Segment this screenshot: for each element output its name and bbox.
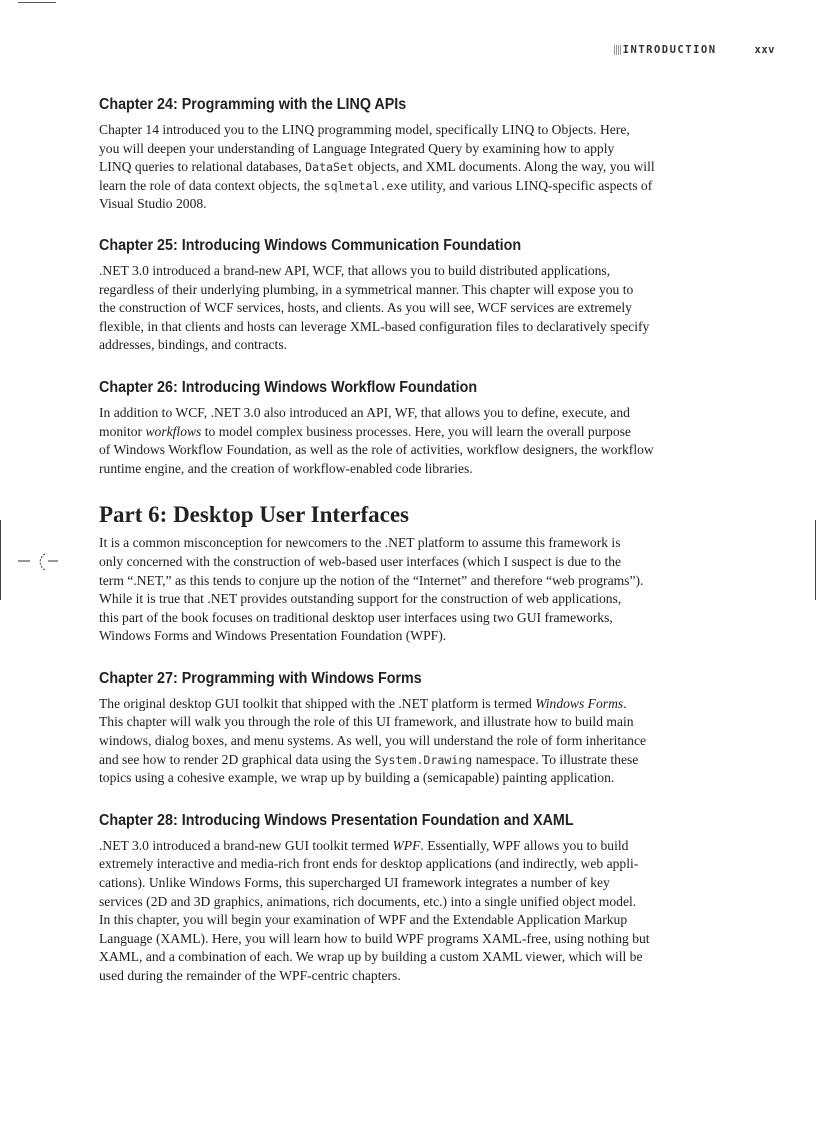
part-heading: Part 6: Desktop User Interfaces [99, 502, 409, 528]
crop-mark-left [0, 520, 1, 600]
section-paragraph: It is a common misconception for newcomers to the .NET platform to assume this framework is only concerned with the construction of web-based user interfaces (which I suspect is due to the term “.NET,” as this tends to conjure up the notion of the “Internet” and therefore “web programs”). While it is true that .NET provides outstanding support for the construction of web applications, this part of the book focuses on traditional desktop user interfaces using two GUI frameworks, Windows Forms and Windows Presentation Foundation (WPF). [99, 535, 644, 644]
section-heading: Chapter 28: Introducing Windows Presentation Foundation and XAML [99, 811, 574, 829]
inline-code: DataSet [305, 160, 354, 175]
section-heading: Chapter 25: Introducing Windows Communication Foundation [99, 236, 522, 254]
inline-code: sqlmetal.exe [323, 178, 408, 193]
page-number: xxv [754, 44, 775, 56]
section-heading: Chapter 26: Introducing Windows Workflow Foundation [99, 378, 478, 396]
section-chapter-25 [99, 237, 719, 355]
section-paragraph: .NET 3.0 introduced a brand-new API, WCF, that allows you to build distributed applications, regardless of their underlying plumbing, in a symmetrical manner. This chapter will expose you to the construction of WCF services, hosts, and clients. As you will see, WCF services are extremely flexible, in that clients and hosts can leverage XML-based configuration files to declaratively specify addresses, bindings, and contracts. [99, 262, 650, 353]
section-paragraph: In addition to WCF, .NET 3.0 also introduced an API, WF, that allows you to define, execute, and monitor workflows to model complex business processes. Here, you will learn the overall purpose of Windows Workflow Foundation, as well as the role of activities, workflow designers, the workflow runtime engine, and the creation of workflow-enabled code libraries. [99, 404, 654, 476]
registration-mark-icon [18, 548, 58, 578]
running-head-section: INTRODUCTION [622, 44, 717, 56]
running-head-bars-icon [614, 45, 621, 55]
section-chapter-26 [99, 379, 719, 478]
section-paragraph: The original desktop GUI toolkit that shipped with the .NET platform is termed Windows Forms. This chapter will walk you through the role of this UI framework, and illustrate how to build main windows, dialog boxes, and menu systems. As well, you will understand the role of form inheritance and see how to render 2D graphical data using the System.Drawing namespace. To illustrate these topics using a cohesive example, we wrap up by building a (semicapable) painting application. [99, 695, 647, 786]
page-content [99, 96, 719, 986]
section-chapter-24 [99, 96, 719, 214]
crop-mark-top [18, 2, 56, 3]
section-heading: Chapter 27: Programming with Windows Forms [99, 669, 422, 687]
inline-code: System.Drawing [374, 752, 473, 767]
section-paragraph: .NET 3.0 introduced a brand-new GUI toolkit termed WPF. Essentially, WPF allows you to build extremely interactive and media-rich front ends for desktop applications (and indirectly, web appli- cations). Unlike Windows Forms, this supercharged UI framework integrates a number of key services (2D and 3D graphics, animations, rich documents, etc.) into a single unified object model. In this chapter, you will begin your examination of WPF and the Extendable Application Markup Language (XAML). Here, you will learn how to build WPF programs XAML-free, using nothing but XAML, and a combination of each. We wrap up by building a custom XAML viewer, which will be used during the remainder of the WPF-centric chapters. [99, 837, 650, 983]
section-paragraph: Chapter 14 introduced you to the LINQ programming model, specifically LINQ to Objects. Here, you will deepen your understanding of Language Integrated Query by examining how to apply LINQ queries to relational databases, DataSet objects, and XML documents. Along the way, you will learn the role of data context objects, the sqlmetal.exe utility, and various LINQ-specific aspects of Visual Studio 2008. [99, 122, 655, 212]
section-part-6 [99, 502, 719, 646]
section-heading: Chapter 24: Programming with the LINQ APIs [99, 96, 407, 113]
running-head [560, 44, 775, 56]
section-chapter-27 [99, 670, 719, 788]
section-chapter-28 [99, 812, 719, 986]
